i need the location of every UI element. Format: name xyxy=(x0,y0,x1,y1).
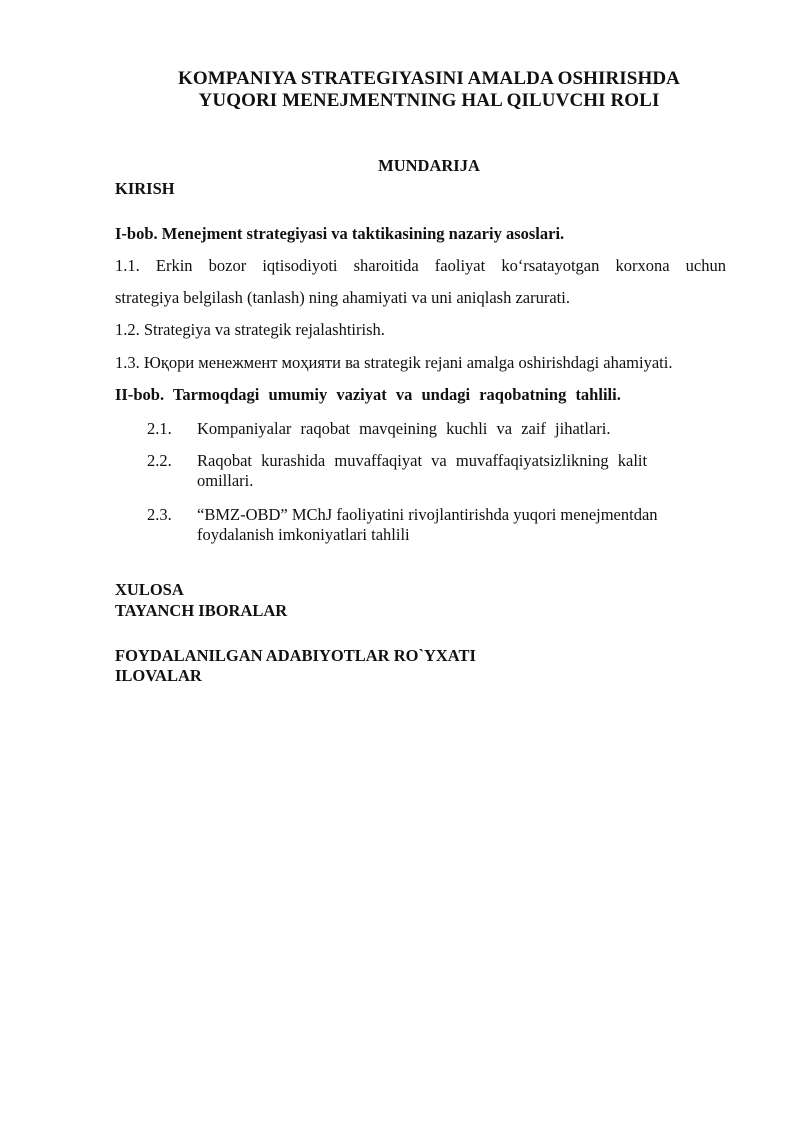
section-number: 2.3. xyxy=(147,505,172,524)
document-title-line-1: KOMPANIYA STRATEGIYASINI AMALDA OSHIRISHDA xyxy=(177,68,680,89)
toc-conclusion: XULOSA xyxy=(115,580,184,599)
toc-keywords: TAYANCH IBORALAR xyxy=(115,601,288,620)
section-number: 2.2. xyxy=(147,451,172,470)
toc-references: FOYDALANILGAN ADABIYOTLAR RO`YXATI xyxy=(115,646,476,665)
section-text-line-1: Raqobat kurashida muvaffaqiyat va muvaffaqiyatsizlikning kalit xyxy=(197,451,648,470)
section-1-2: 1.2. Strategiya va strategik rejalashtirish. xyxy=(115,320,385,339)
toc-intro: KIRISH xyxy=(115,179,175,198)
document-title-line-2: YUQORI MENEJMENTNING HAL QILUVCHI ROLI xyxy=(198,90,660,111)
toc-heading: MUNDARIJA xyxy=(378,156,480,175)
section-number: 2.1. xyxy=(147,419,172,438)
section-2-1 xyxy=(0,419,800,441)
section-text: Kompaniyalar raqobat mavqeining kuchli va zaif jihatlari. xyxy=(197,419,611,438)
section-text-line-1: “BMZ-OBD” MChJ faoliyatini rivojlantirishda yuqori menejmentdan xyxy=(197,505,658,524)
section-1-3: 1.3. Юқори менежмент моҳияти ва strategik rejani amalga oshirishdagi ahamiyati. xyxy=(115,353,673,372)
section-1-1-line-1: 1.1. Erkin bozor iqtisodiyoti sharoitida faoliyat ko‘rsatayotgan korxona uchun xyxy=(115,256,726,275)
section-text-line-2: omillari. xyxy=(197,471,254,490)
section-2-2 xyxy=(0,451,800,493)
section-1-1-line-2: strategiya belgilash (tanlash) ning ahamiyati va uni aniqlash zarurati. xyxy=(115,288,570,307)
section-2-3 xyxy=(0,505,800,547)
chapter-1-title: I-bob. Menejment strategiyasi va taktikasining nazariy asoslari. xyxy=(115,224,565,243)
chapter-2-title: II-bob. Tarmoqdagi umumiy vaziyat va undagi raqobatning tahlili. xyxy=(115,385,621,404)
toc-appendices: ILOVALAR xyxy=(115,666,202,685)
section-text-line-2: foydalanish imkoniyatlari tahlili xyxy=(197,525,410,544)
